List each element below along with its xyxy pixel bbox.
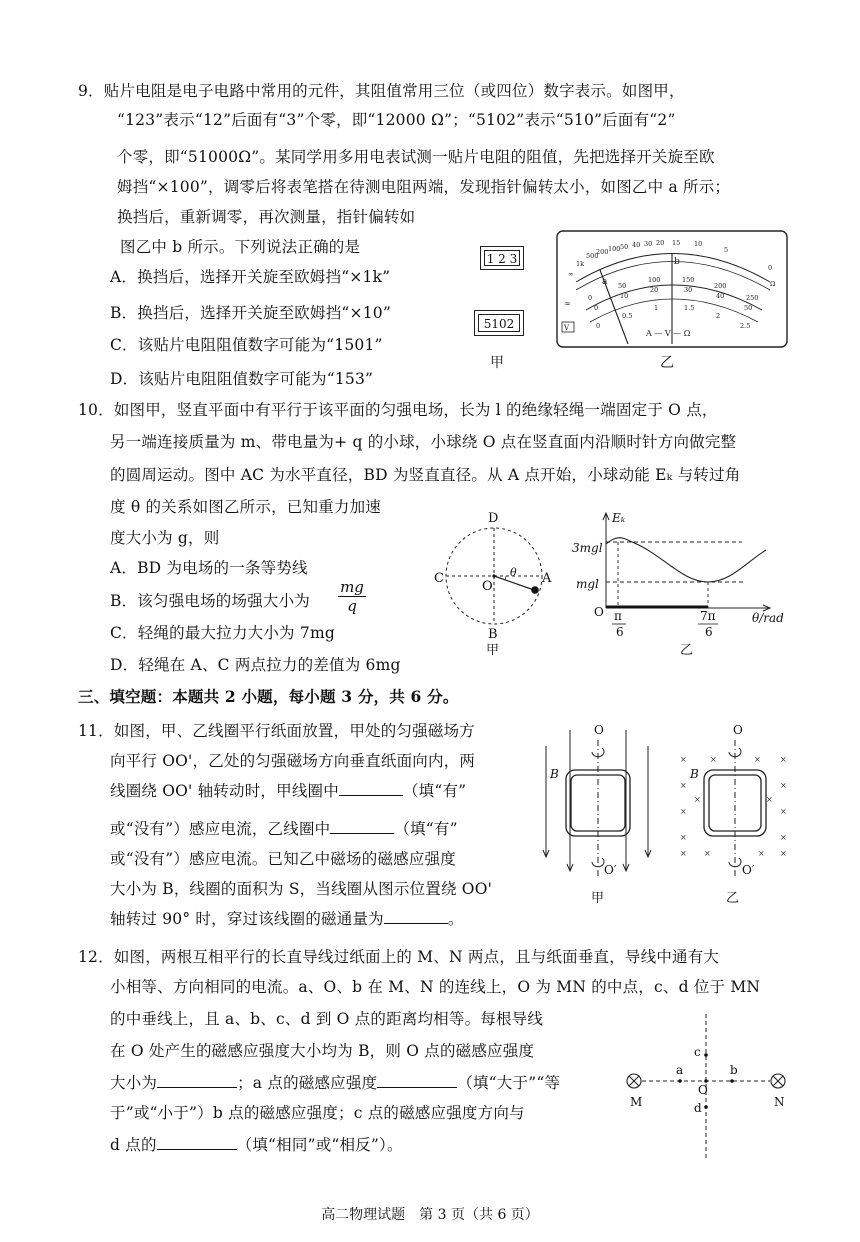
q12-text-7a: d 点的 xyxy=(110,1136,157,1154)
ohm-tick: 30 xyxy=(644,240,653,248)
ohm-tick: 500 xyxy=(586,252,599,260)
multimeter-dial xyxy=(556,230,788,348)
q12-wire-figure xyxy=(618,1012,798,1160)
point-c xyxy=(704,1053,708,1057)
ohm-tick: 200 xyxy=(596,248,609,256)
cross-mark: × xyxy=(758,849,765,858)
q9-option-b: B．换挡后，选择开关旋至欧姆挡“×10” xyxy=(110,304,391,322)
q10-option-b xyxy=(110,590,310,612)
label-m: M xyxy=(630,1095,643,1109)
q10-text-1: 如图甲，竖直平面中有平行于该平面的匀强电场，长为 l 的绝缘轻绳一端固定于 O 点， xyxy=(113,401,718,419)
cross-mark: × xyxy=(680,755,687,764)
q11-text-1: 如图，甲、乙线圈平行纸面放置，甲处的匀强磁场方 xyxy=(113,722,475,740)
cross-mark: × xyxy=(680,833,687,842)
y-tick-3mgl: 3mgl xyxy=(572,541,603,555)
cross-mark: × xyxy=(780,755,787,764)
label-b: b xyxy=(730,1063,738,1077)
q11-text-4a: 或“没有”）感应电流，乙线圈中 xyxy=(110,820,331,838)
q11-line-3 xyxy=(110,780,466,802)
meter-v-mark: V xyxy=(564,324,570,332)
label-o-top-jia: O xyxy=(594,723,604,737)
q12-text-1: 如图，两根互相平行的长直导线过纸面上的 M、N 两点，且与纸面垂直，导线中通有大 xyxy=(113,948,720,966)
dc-tick: 100 xyxy=(648,276,661,284)
q10-circle-figure xyxy=(430,506,560,656)
point-b xyxy=(730,1079,734,1083)
point-a xyxy=(678,1079,682,1083)
x-tick-1-den: 6 xyxy=(616,625,624,639)
coil-yi-figure xyxy=(680,723,787,906)
q11-line-1 xyxy=(78,720,475,742)
q12-line-7 xyxy=(110,1134,403,1156)
q10-fraction xyxy=(338,578,366,615)
q11-coil-figures xyxy=(536,716,794,906)
label-b: B xyxy=(488,627,498,642)
q9-option-c: C．该贴片电阻阻值数字可能为“1501” xyxy=(110,336,383,354)
q10-number: 10． xyxy=(78,401,114,419)
label-o-top-yi: O xyxy=(733,723,743,737)
q11-text-3b: （填“有” xyxy=(402,782,467,800)
dc3-tick: 0.5 xyxy=(622,312,633,320)
cross-mark: × xyxy=(704,849,711,858)
q12-line-1 xyxy=(78,946,719,968)
y-label: Eₖ xyxy=(612,511,626,525)
ek-curve xyxy=(606,538,766,582)
cross-mark: × xyxy=(710,755,717,764)
meter-ac-mark: ≈ xyxy=(564,299,571,308)
chip-5102 xyxy=(474,310,524,336)
label-o: O xyxy=(698,1083,708,1097)
q9-line-2: “123”表示“12”后面有“3”个零，即“12000 Ω”；“5102”表示“510”后面有“2” xyxy=(117,111,676,129)
q10-option-a: A．BD 为电场的一条等势线 xyxy=(110,559,308,577)
label-d: d xyxy=(694,1101,702,1115)
q10-option-b-text: B．该匀强电场的场强大小为 xyxy=(110,592,310,610)
label-c: c xyxy=(694,1045,701,1059)
q11-line-7 xyxy=(110,908,464,930)
q10-line-1 xyxy=(78,399,718,421)
dc3-tick: 1.5 xyxy=(684,304,695,312)
label-o-bot-jia: O′ xyxy=(604,863,617,877)
q9-line-4: 姆挡“×100”，调零后将表笔搭在待测电阻两端，发现指针偏转太小，如图乙中 a 所示； xyxy=(117,178,731,196)
label-theta: θ xyxy=(510,566,517,579)
q9-line-1 xyxy=(78,80,685,102)
q9-fig-yi-label: 乙 xyxy=(660,355,675,371)
chip-5102-label: 5102 xyxy=(478,314,520,332)
q11-text-7b: 。 xyxy=(447,910,464,928)
ohm-tick: 100 xyxy=(608,245,621,253)
q11-text-4b: （填“有” xyxy=(394,820,458,838)
q9-line-5: 换挡后，重新调零，再次测量，指针偏转如 xyxy=(117,208,416,226)
dc3-tick: 0 xyxy=(596,322,601,330)
q10-line-3: 的圆周运动。图中 AC 为水平直径，BD 为竖直直径。从 A 点开始，小球动能 Eₖ 与转过角 xyxy=(110,466,741,484)
q10-line-4: 度 θ 的关系如图乙所示，已知重力加速 xyxy=(110,498,381,516)
q9-line-3: 个零，即“51000Ω”。某同学用多用电表试测一贴片电阻的阻值，先把选择开关旋至欧 xyxy=(117,148,715,166)
label-o-bot-yi: O′ xyxy=(742,863,755,877)
dc3-tick: 2.5 xyxy=(740,322,751,330)
q12-line-4: 在 O 处产生的磁感应强度大小均为 B，则 O 点的磁感应强度 xyxy=(110,1042,535,1060)
q11-line-6: 大小为 B，线圈的面积为 S，当线圈从图示位置绕 OO' xyxy=(110,880,493,898)
x-tick-2-num: 7π xyxy=(700,609,716,623)
q12-text-5c: （填“大于”“等 xyxy=(457,1074,561,1092)
section-3-heading: 三、填空题：本题共 2 小题，每小题 3 分，共 6 分。 xyxy=(78,687,459,706)
ohm-tick: 0 xyxy=(768,264,773,272)
q11-blank-1[interactable] xyxy=(339,781,403,796)
q10-fig-yi-label: 乙 xyxy=(680,643,694,658)
dc2-tick: 40 xyxy=(716,292,725,300)
cross-mark: × xyxy=(680,781,687,790)
dc-tick: 200 xyxy=(714,282,727,290)
ohm-tick: 50 xyxy=(620,243,629,251)
cross-mark: × xyxy=(694,795,701,804)
q12-text-7b: （填“相同”或“相反”）。 xyxy=(236,1136,403,1154)
dc2-tick: 20 xyxy=(650,286,659,294)
q10-fraction-numerator: mg xyxy=(338,578,366,597)
q12-line-6: 于”或“小于”）b 点的磁感应强度；c 点的磁感应强度方向与 xyxy=(110,1104,525,1122)
q12-blank-3[interactable] xyxy=(157,1135,237,1150)
page-footer: 高二物理试题 第 3 页（共 6 页） xyxy=(321,1207,539,1223)
q10-option-c: C．轻绳的最大拉力大小为 7mg xyxy=(110,624,335,642)
q9-option-a: A．换挡后，选择开关旋至欧姆挡“×1k” xyxy=(110,268,391,286)
q10-fraction-denominator: q xyxy=(347,597,357,615)
label-c: C xyxy=(434,571,444,586)
q12-line-3: 的中垂线上，且 a、b、c、d 到 O 点的距离均相等。每根导线 xyxy=(110,1010,544,1028)
point-d xyxy=(704,1105,708,1109)
chip-123 xyxy=(480,246,524,270)
q11-blank-2[interactable] xyxy=(330,819,394,834)
q12-number: 12． xyxy=(78,948,114,966)
q12-line-2: 小相等、方向相同的电流。a、O、b 在 M、N 的连线上，O 为 MN 的中点，c、d 位于 MN xyxy=(110,978,761,996)
q11-line-2: 向平行 OO'，乙处的匀强磁场方向垂直纸面向内，两 xyxy=(110,752,476,770)
origin-label: O xyxy=(594,605,604,619)
x-tick-2-den: 6 xyxy=(705,625,713,639)
dc-tick: 50 xyxy=(618,282,627,290)
meter-bottom-label: A — V — Ω xyxy=(646,329,691,338)
q11-text-7a: 轴转过 90° 时，穿过该线圈的磁通量为 xyxy=(110,910,384,928)
dc3-tick: 1 xyxy=(654,304,659,312)
q12-text-5b: ；a 点的磁感应强度 xyxy=(237,1074,378,1092)
q12-line-5 xyxy=(110,1072,560,1094)
ohm-unit: Ω xyxy=(770,280,776,288)
pointer-b-label: b xyxy=(674,257,680,267)
q11-blank-3[interactable] xyxy=(384,909,448,924)
cross-mark: × xyxy=(780,781,787,790)
dc3-tick: 2 xyxy=(716,312,721,320)
q10-ek-graph xyxy=(572,508,792,658)
label-d: D xyxy=(488,511,499,526)
ohm-tick: 5 xyxy=(724,246,729,254)
q9-text-1: 贴片电阻是电子电路中常用的元件，其阻值常用三位（或四位）数字表示。如图甲， xyxy=(103,82,685,100)
cross-mark: × xyxy=(780,807,787,816)
q11-line-4 xyxy=(110,818,458,840)
q9-fig-jia-label: 甲 xyxy=(490,355,505,371)
q10-line-5: 度大小为 g，则 xyxy=(110,529,220,547)
label-a: a xyxy=(676,1063,684,1077)
coil-jia-figure xyxy=(543,723,651,906)
wire-n xyxy=(771,1074,785,1088)
ohm-tick: 1k xyxy=(576,260,585,268)
ohm-tick: 15 xyxy=(672,239,681,247)
q9-number: 9． xyxy=(78,82,104,100)
dc-tick: 0 xyxy=(588,294,593,302)
ohm-tick: ∞ xyxy=(568,270,574,278)
theta-arc xyxy=(505,576,506,580)
label-n: N xyxy=(774,1095,785,1109)
dc2-tick: 50 xyxy=(744,304,753,312)
q9-line-6: 图乙中 b 所示。下列说法正确的是 xyxy=(120,238,361,256)
ohm-tick: 20 xyxy=(656,239,665,247)
center-o xyxy=(492,574,495,577)
q12-blank-2[interactable] xyxy=(377,1073,457,1088)
x-label: θ/rad xyxy=(752,611,784,625)
cross-mark: × xyxy=(680,807,687,816)
y-tick-mgl: mgl xyxy=(576,577,599,591)
label-a: A xyxy=(542,571,552,586)
dc-tick: 250 xyxy=(746,294,759,302)
cross-mark: × xyxy=(754,755,761,764)
dc2-tick: 0 xyxy=(594,304,599,312)
label-o: O xyxy=(482,579,493,594)
cross-mark: × xyxy=(766,795,773,804)
q11-number: 11． xyxy=(78,722,114,740)
label-b-jia: B xyxy=(550,767,559,781)
coil-yi-label: 乙 xyxy=(726,891,740,906)
x-tick-1-num: π xyxy=(614,609,622,623)
ball xyxy=(531,586,539,594)
q11-line-5: 或“没有”）感应电流。已知乙中磁场的磁感应强度 xyxy=(110,850,456,868)
ohm-tick: 10 xyxy=(694,240,703,248)
ohm-tick: 40 xyxy=(632,241,641,249)
q10-fig-jia-label: 甲 xyxy=(486,643,500,656)
chip-123-label: 1 2 3 xyxy=(484,250,520,266)
q10-option-d: D．轻绳在 A、C 两点拉力的差值为 6mg xyxy=(110,656,401,674)
cross-mark: × xyxy=(680,849,687,858)
dc2-tick: 30 xyxy=(684,286,693,294)
coil-jia-label: 甲 xyxy=(591,891,605,906)
q12-blank-1[interactable] xyxy=(157,1073,237,1088)
label-b-yi: B xyxy=(690,767,699,781)
dc2-tick: 10 xyxy=(620,292,629,300)
q10-line-2: 另一端连接质量为 m、带电量为+ q 的小球，小球绕 O 点在竖直面内沿顺时针方向做完整 xyxy=(110,433,737,451)
wire-m xyxy=(627,1074,641,1088)
cross-mark: × xyxy=(780,833,787,842)
cross-mark: × xyxy=(780,849,787,858)
dc-tick: 150 xyxy=(682,276,695,284)
q9-option-d: D．该贴片电阻阻值数字可能为“153” xyxy=(110,370,374,388)
q12-text-5a: 大小为 xyxy=(110,1074,158,1092)
pointer-a-label: a xyxy=(602,277,608,287)
q11-text-3a: 线圈绕 OO' 轴转动时，甲线圈中 xyxy=(110,782,339,800)
